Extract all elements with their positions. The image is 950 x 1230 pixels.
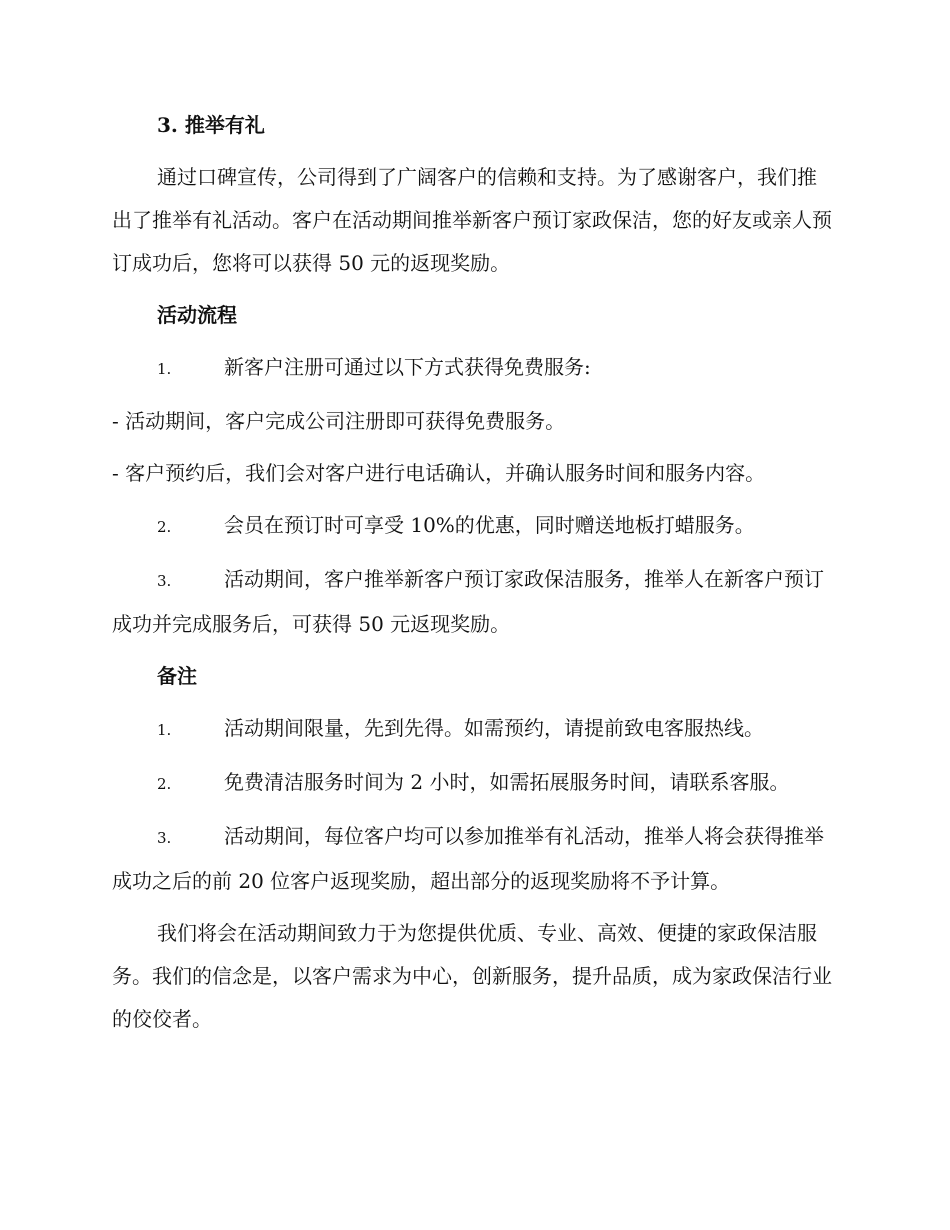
notes-item-2-number: 2.	[157, 775, 172, 793]
process-item-2-number: 2.	[157, 518, 172, 536]
process-item-1	[112, 346, 832, 391]
notes-item-1	[112, 707, 832, 752]
notes-item-1-text: 活动期间限量，先到先得。如需预约，请提前致电客服热线。	[224, 716, 764, 740]
process-dash-2: - 客户预约后，我们会对客户进行电话确认，并确认服务时间和服务内容。	[112, 461, 766, 485]
process-item-1-text: 新客户注册可通过以下方式获得免费服务:	[224, 355, 591, 379]
section-title: 3. 推举有礼	[157, 113, 265, 137]
notes-item-1-number: 1.	[157, 721, 172, 739]
process-heading: 活动流程	[157, 303, 237, 327]
notes-item-2-text: 免费清洁服务时间为 2 小时，如需拓展服务时间，请联系客服。	[224, 770, 790, 794]
closing-paragraph: 我们将会在活动期间致力于为您提供优质、专业、高效、便捷的家政保洁服务。我们的信念是，以客户需求为中心，创新服务，提升品质，成为家政保洁行业的佼佼者。	[112, 921, 832, 1031]
notes-item-2	[112, 761, 832, 806]
process-item-2-text: 会员在预订时可享受 10%的优惠，同时赠送地板打蜡服务。	[224, 513, 755, 537]
process-item-3	[112, 558, 832, 646]
intro-paragraph: 通过口碑宣传，公司得到了广阔客户的信赖和支持。为了感谢客户，我们推出了推举有礼活动。客户在活动期间推举新客户预订家政保洁，您的好友或亲人预订成功后，您将可以获得 50 元的返现奖励。	[112, 165, 832, 275]
notes-item-3	[112, 815, 832, 903]
notes-item-3-text: 活动期间，每位客户均可以参加推举有礼活动，推举人将会获得推举成功之后的前 20 位客户返现奖励，超出部分的返现奖励将不予计算。	[112, 824, 824, 893]
notes-item-3-number: 3.	[157, 829, 172, 847]
process-dash-1: - 活动期间，客户完成公司注册即可获得免费服务。	[112, 409, 566, 433]
document-body	[112, 104, 832, 1050]
process-item-3-text: 活动期间，客户推举新客户预订家政保洁服务，推举人在新客户预订成功并完成服务后，可获得 50 元返现奖励。	[112, 567, 824, 636]
notes-heading: 备注	[157, 664, 197, 688]
process-item-2	[112, 504, 832, 549]
process-item-3-number: 3.	[157, 572, 172, 590]
process-item-1-number: 1.	[157, 360, 172, 378]
